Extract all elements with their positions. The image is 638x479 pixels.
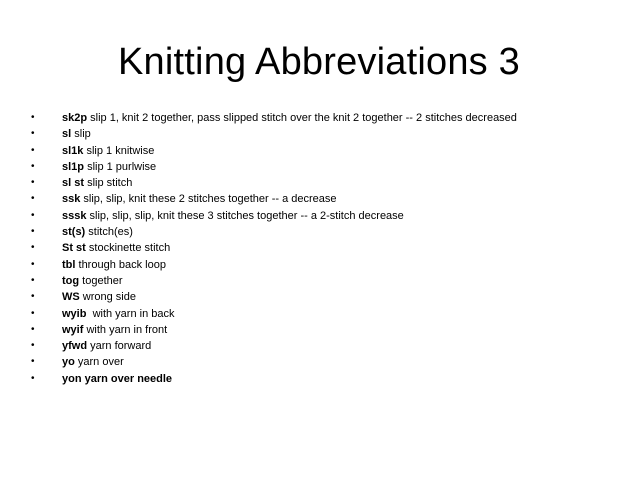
abbreviation: wyib — [62, 307, 87, 320]
list-item — [31, 208, 631, 224]
bullet-icon: • — [31, 356, 35, 368]
definition: stitch(es) — [85, 226, 133, 239]
abbreviation: sl st — [62, 177, 85, 190]
list-item — [31, 191, 631, 207]
definition: slip, slip, slip, knit these 3 stitches together -- a 2-stitch decrease — [86, 209, 404, 222]
abbreviation: yo — [62, 356, 75, 369]
bullet-icon: • — [31, 144, 35, 156]
bullet-icon: • — [31, 242, 35, 254]
list-item — [31, 240, 631, 256]
definition: yarn over — [74, 356, 124, 369]
abbreviation: yon yarn over needle — [62, 372, 173, 385]
list-item — [31, 371, 631, 387]
abbreviation: wyif — [62, 323, 84, 336]
bullet-icon: • — [31, 160, 35, 172]
bullet-icon: • — [31, 177, 35, 189]
list-item — [31, 224, 631, 240]
bullet-icon: • — [31, 291, 35, 303]
list-item — [31, 175, 631, 191]
abbreviation: sk2p — [62, 112, 88, 124]
bullet-icon: • — [31, 209, 35, 221]
abbreviation: sl1k — [62, 144, 84, 157]
abbreviation: WS — [62, 291, 80, 304]
bullet-icon: • — [31, 372, 35, 384]
definition: with yarn in front — [83, 323, 168, 336]
definition: slip 1, knit 2 together, pass slipped stitch over the knit 2 together -- 2 stitches decreased — [87, 112, 517, 124]
bullet-icon: • — [31, 193, 35, 205]
bullet-icon: • — [31, 307, 35, 319]
list-item — [31, 143, 631, 159]
bullet-icon: • — [31, 226, 35, 238]
definition: together — [79, 274, 123, 287]
definition: slip 1 knitwise — [83, 144, 155, 157]
bullet-icon: • — [31, 112, 35, 123]
bullet-icon: • — [31, 323, 35, 335]
list-item — [31, 257, 631, 273]
abbreviation: ssk — [62, 193, 81, 206]
abbreviation: yfwd — [62, 340, 88, 353]
bullet-icon: • — [31, 274, 35, 286]
abbreviation: sl1p — [62, 160, 85, 173]
abbreviation: St st — [62, 242, 86, 255]
list-item — [31, 322, 631, 338]
abbreviation-list — [31, 110, 631, 387]
list-item — [31, 289, 631, 305]
list-item — [31, 354, 631, 370]
bullet-icon: • — [31, 340, 35, 352]
list-item — [31, 159, 631, 175]
slide-title: Knitting Abbreviations 3 — [118, 41, 520, 83]
list-item — [31, 306, 631, 322]
list-item — [31, 126, 631, 142]
bullet-icon: • — [31, 258, 35, 270]
definition: slip, slip, knit these 2 stitches together -- a decrease — [80, 193, 337, 206]
abbreviation: tog — [62, 274, 80, 287]
bullet-icon: • — [31, 128, 35, 140]
list-item — [31, 273, 631, 289]
definition: with yarn in back — [86, 307, 175, 320]
definition: stockinette stitch — [85, 242, 171, 255]
list-item — [31, 338, 631, 354]
definition: wrong side — [79, 291, 136, 304]
definition: slip 1 purlwise — [84, 160, 157, 173]
abbreviation: sl — [62, 128, 72, 141]
abbreviation: tbl — [62, 258, 76, 271]
definition: slip — [71, 128, 91, 141]
definition: through back loop — [75, 258, 166, 271]
definition: slip stitch — [84, 177, 133, 190]
list-item — [31, 110, 631, 126]
definition: yarn forward — [87, 340, 152, 353]
abbreviation: st(s) — [62, 226, 86, 239]
abbreviation: sssk — [62, 209, 87, 222]
